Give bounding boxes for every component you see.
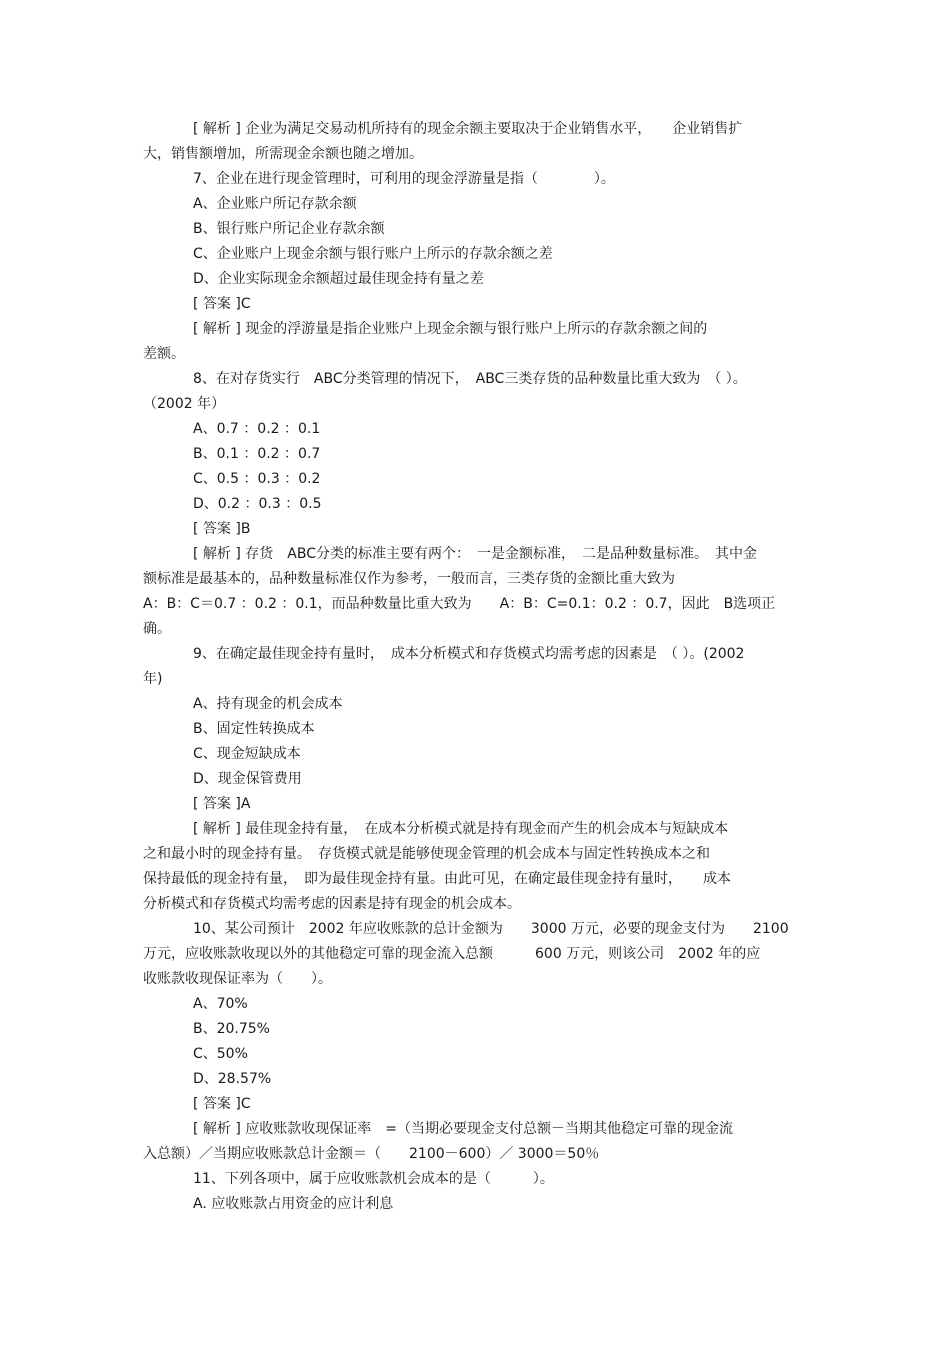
q8-option-b: B、0.1 ：0.2 ：0.7 — [193, 446, 321, 462]
q8-option-a: A、0.7 ：0.2 ：0.1 — [193, 421, 321, 437]
q9-option-a: A、持有现金的机会成本 — [193, 696, 343, 712]
question-10: 10、某公司预计 2002 年应收账款的总计金额为 3000 万元，必要的现金支付为 2100 — [193, 921, 789, 937]
q7-analysis-line-2: 差额。 — [143, 346, 185, 362]
q7-option-b: B、银行账户所记企业存款余额 — [193, 221, 385, 237]
question-10-line-3: 收账款收现保证率为（ ）。 — [143, 971, 332, 987]
q9-option-b: B、固定性转换成本 — [193, 721, 315, 737]
q10-option-d: D、28.57% — [193, 1071, 272, 1087]
q9-analysis-line-3: 保持最低的现金持有量， 即为最佳现金持有量。由此可见，在确定最佳现金持有量时， 成本 — [143, 871, 731, 887]
q10-option-c: C、50% — [193, 1046, 248, 1062]
q9-analysis-line-4: 分析模式和存货模式均需考虑的因素是持有现金的机会成本。 — [143, 896, 521, 912]
q8-option-c: C、0.5 ：0.3 ：0.2 — [193, 471, 321, 487]
q11-option-a: A. 应收账款占用资金的应计利息 — [193, 1196, 394, 1212]
q7-answer: [ 答案 ]C — [193, 296, 251, 312]
q8-option-d: D、0.2 ：0.3 ：0.5 — [193, 496, 322, 512]
text-line-1: [ 解析 ] 企业为满足交易动机所持有的现金余额主要取决于企业销售水平， 企业销售扩 — [193, 121, 743, 137]
text-line-2: 大，销售额增加，所需现金余额也随之增加。 — [143, 146, 423, 162]
q7-option-c: C、企业账户上现金余额与银行账户上所示的存款余额之差 — [193, 246, 553, 262]
q10-answer: [ 答案 ]C — [193, 1096, 251, 1112]
q9-option-d: D、现金保管费用 — [193, 771, 302, 787]
question-9: 9、在确定最佳现金持有量时， 成本分析模式和存货模式均需考虑的因素是 （ ）。(2002 — [193, 646, 745, 662]
q10-analysis-line-1: [ 解析 ] 应收账款收现保证率 =（当期必要现金支付总额－当期其他稳定可靠的现金流 — [193, 1121, 734, 1137]
q7-analysis-line-1: [ 解析 ] 现金的浮游量是指企业账户上现金余额与银行账户上所示的存款余额之间的 — [193, 321, 708, 337]
q10-analysis-line-2: 入总额）／当期应收账款总计金额＝（ 2100－600）／ 3000＝50％ — [143, 1146, 600, 1162]
question-8-year: （2002 年） — [143, 396, 226, 412]
question-9-year: 年) — [143, 671, 163, 687]
q8-analysis-line-1: [ 解析 ] 存货 ABC分类的标准主要有两个： 一是金额标准， 二是品种数量标准。 其中金 — [193, 546, 757, 562]
q8-analysis-line-3: A：B：C＝0.7 ：0.2 ：0.1，而品种数量比重大致为 A：B：C=0.1：0.2 ：0.7，因此 B选项正 — [143, 596, 776, 612]
question-7: 7、企业在进行现金管理时，可利用的现金浮游量是指（ ）。 — [193, 171, 615, 187]
q8-answer: [ 答案 ]B — [193, 521, 251, 537]
q7-option-a: A、企业账户所记存款余额 — [193, 196, 357, 212]
q10-option-a: A、70% — [193, 996, 248, 1012]
q9-analysis-line-2: 之和最小时的现金持有量。 存货模式就是能够使现金管理的机会成本与固定性转换成本之和 — [143, 846, 710, 862]
question-11: 11、下列各项中，属于应收账款机会成本的是（ ）。 — [193, 1171, 554, 1187]
q8-analysis-line-2: 额标准是最基本的，品种数量标准仅作为参考，一般而言，三类存货的金额比重大致为 — [143, 571, 675, 587]
q10-option-b: B、20.75% — [193, 1021, 270, 1037]
question-10-line-2: 万元，应收账款收现以外的其他稳定可靠的现金流入总额 600 万元，则该公司 2002 年的应 — [143, 946, 761, 962]
question-8: 8、在对存货实行 ABC分类管理的情况下， ABC三类存货的品种数量比重大致为 （ ）。 — [193, 371, 747, 387]
q9-answer: [ 答案 ]A — [193, 796, 251, 812]
q9-option-c: C、现金短缺成本 — [193, 746, 301, 762]
q9-analysis-line-1: [ 解析 ] 最佳现金持有量， 在成本分析模式就是持有现金而产生的机会成本与短缺成本 — [193, 821, 729, 837]
q8-analysis-line-4: 确。 — [143, 621, 171, 637]
q7-option-d: D、企业实际现金余额超过最佳现金持有量之差 — [193, 271, 484, 287]
